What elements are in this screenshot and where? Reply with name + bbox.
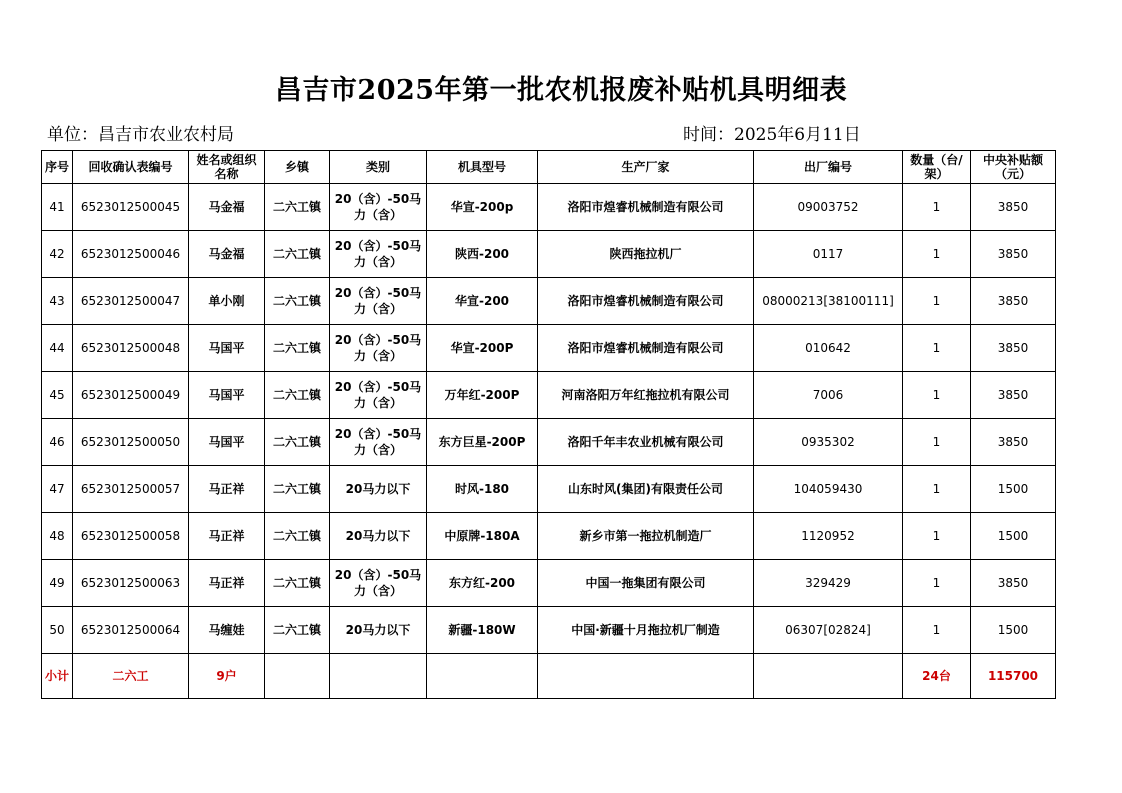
table-row	[42, 419, 1056, 466]
cell-code: 6523012500048	[73, 325, 189, 372]
cell-town: 二六工镇	[265, 607, 330, 654]
cell-code: 6523012500050	[73, 419, 189, 466]
cell-qty: 1	[903, 419, 971, 466]
cell-name: 马金福	[189, 184, 265, 231]
cell-town: 二六工镇	[265, 372, 330, 419]
cell-model: 华宣-200P	[427, 325, 538, 372]
cell-qty: 1	[903, 231, 971, 278]
cell-qty: 1	[903, 278, 971, 325]
cell-amount: 3850	[971, 419, 1056, 466]
cell-no: 45	[42, 372, 73, 419]
header-code: 回收确认表编号	[73, 151, 189, 184]
cell-maker: 洛阳市煌睿机械制造有限公司	[538, 325, 754, 372]
cell-maker: 中国一拖集团有限公司	[538, 560, 754, 607]
header-amount: 中央补贴额（元）	[971, 151, 1056, 184]
table-row	[42, 325, 1056, 372]
cell-maker: 陕西拖拉机厂	[538, 231, 754, 278]
cell-amount: 3850	[971, 325, 1056, 372]
table-row	[42, 513, 1056, 560]
table-row	[42, 466, 1056, 513]
subtotal-town: 二六工	[73, 654, 189, 699]
header-serial: 出厂编号	[754, 151, 903, 184]
subtotal-empty	[754, 654, 903, 699]
table-header-row	[42, 151, 1056, 184]
cell-town: 二六工镇	[265, 560, 330, 607]
subtotal-qty: 24台	[903, 654, 971, 699]
cell-category: 20（含）-50马力（含）	[330, 231, 427, 278]
cell-code: 6523012500047	[73, 278, 189, 325]
cell-name: 马金福	[189, 231, 265, 278]
cell-name: 单小刚	[189, 278, 265, 325]
cell-no: 47	[42, 466, 73, 513]
cell-code: 6523012500049	[73, 372, 189, 419]
cell-serial: 08000213[38100111]	[754, 278, 903, 325]
cell-name: 马国平	[189, 325, 265, 372]
cell-name: 马正祥	[189, 513, 265, 560]
page-title: 昌吉市2025年第一批农机报废补贴机具明细表	[274, 75, 848, 106]
cell-amount: 3850	[971, 184, 1056, 231]
header-no: 序号	[42, 151, 73, 184]
cell-town: 二六工镇	[265, 184, 330, 231]
cell-qty: 1	[903, 325, 971, 372]
table-row	[42, 278, 1056, 325]
cell-amount: 1500	[971, 466, 1056, 513]
table-row	[42, 372, 1056, 419]
cell-serial: 010642	[754, 325, 903, 372]
date-label: 时间：2025年6月11日	[683, 125, 861, 145]
cell-serial: 7006	[754, 372, 903, 419]
cell-model: 万年红-200P	[427, 372, 538, 419]
header-qty: 数量（台/架）	[903, 151, 971, 184]
subtotal-empty	[427, 654, 538, 699]
cell-serial: 06307[02824]	[754, 607, 903, 654]
cell-code: 6523012500057	[73, 466, 189, 513]
cell-town: 二六工镇	[265, 466, 330, 513]
header-model: 机具型号	[427, 151, 538, 184]
cell-no: 42	[42, 231, 73, 278]
cell-model: 华宣-200p	[427, 184, 538, 231]
cell-amount: 3850	[971, 372, 1056, 419]
subsidy-table	[41, 150, 1056, 699]
cell-serial: 0117	[754, 231, 903, 278]
subtotal-households: 9户	[189, 654, 265, 699]
header-category: 类别	[330, 151, 427, 184]
header-town: 乡镇	[265, 151, 330, 184]
cell-code: 6523012500058	[73, 513, 189, 560]
cell-town: 二六工镇	[265, 278, 330, 325]
cell-name: 马国平	[189, 419, 265, 466]
subtotal-amount: 115700	[971, 654, 1056, 699]
cell-maker: 洛阳市煌睿机械制造有限公司	[538, 278, 754, 325]
unit-label: 单位：昌吉市农业农村局	[47, 125, 234, 145]
cell-amount: 3850	[971, 560, 1056, 607]
cell-name: 马缠娃	[189, 607, 265, 654]
cell-maker: 洛阳市煌睿机械制造有限公司	[538, 184, 754, 231]
cell-maker: 河南洛阳万年红拖拉机有限公司	[538, 372, 754, 419]
cell-model: 时风-180	[427, 466, 538, 513]
cell-code: 6523012500063	[73, 560, 189, 607]
cell-model: 陕西-200	[427, 231, 538, 278]
cell-town: 二六工镇	[265, 513, 330, 560]
cell-qty: 1	[903, 372, 971, 419]
cell-category: 20（含）-50马力（含）	[330, 372, 427, 419]
cell-category: 20马力以下	[330, 466, 427, 513]
cell-category: 20马力以下	[330, 513, 427, 560]
cell-category: 20（含）-50马力（含）	[330, 184, 427, 231]
cell-maker: 山东时风(集团)有限责任公司	[538, 466, 754, 513]
cell-maker: 洛阳千年丰农业机械有限公司	[538, 419, 754, 466]
cell-no: 43	[42, 278, 73, 325]
cell-name: 马正祥	[189, 466, 265, 513]
cell-serial: 0935302	[754, 419, 903, 466]
cell-no: 41	[42, 184, 73, 231]
cell-no: 44	[42, 325, 73, 372]
cell-no: 50	[42, 607, 73, 654]
cell-model: 东方巨星-200P	[427, 419, 538, 466]
cell-category: 20（含）-50马力（含）	[330, 278, 427, 325]
cell-serial: 329429	[754, 560, 903, 607]
cell-qty: 1	[903, 560, 971, 607]
cell-name: 马正祥	[189, 560, 265, 607]
cell-serial: 09003752	[754, 184, 903, 231]
cell-serial: 104059430	[754, 466, 903, 513]
cell-qty: 1	[903, 466, 971, 513]
cell-code: 6523012500064	[73, 607, 189, 654]
cell-no: 46	[42, 419, 73, 466]
cell-category: 20（含）-50马力（含）	[330, 560, 427, 607]
cell-amount: 3850	[971, 231, 1056, 278]
cell-qty: 1	[903, 607, 971, 654]
cell-model: 东方红-200	[427, 560, 538, 607]
cell-maker: 新乡市第一拖拉机制造厂	[538, 513, 754, 560]
cell-category: 20（含）-50马力（含）	[330, 325, 427, 372]
cell-category: 20（含）-50马力（含）	[330, 419, 427, 466]
cell-qty: 1	[903, 184, 971, 231]
cell-serial: 1120952	[754, 513, 903, 560]
cell-town: 二六工镇	[265, 231, 330, 278]
subtotal-empty	[330, 654, 427, 699]
cell-amount: 1500	[971, 607, 1056, 654]
table-row	[42, 184, 1056, 231]
subtotal-empty	[538, 654, 754, 699]
cell-code: 6523012500046	[73, 231, 189, 278]
cell-model: 华宣-200	[427, 278, 538, 325]
header-name: 姓名或组织名称	[189, 151, 265, 184]
cell-town: 二六工镇	[265, 325, 330, 372]
cell-model: 新疆-180W	[427, 607, 538, 654]
table-row	[42, 607, 1056, 654]
cell-amount: 3850	[971, 278, 1056, 325]
cell-model: 中原牌-180A	[427, 513, 538, 560]
subtotal-empty	[265, 654, 330, 699]
subtotal-row	[42, 654, 1056, 699]
cell-qty: 1	[903, 513, 971, 560]
table-row	[42, 560, 1056, 607]
cell-category: 20马力以下	[330, 607, 427, 654]
cell-name: 马国平	[189, 372, 265, 419]
cell-town: 二六工镇	[265, 419, 330, 466]
cell-no: 49	[42, 560, 73, 607]
cell-maker: 中国·新疆十月拖拉机厂制造	[538, 607, 754, 654]
table-row	[42, 231, 1056, 278]
cell-no: 48	[42, 513, 73, 560]
header-maker: 生产厂家	[538, 151, 754, 184]
cell-code: 6523012500045	[73, 184, 189, 231]
cell-amount: 1500	[971, 513, 1056, 560]
subtotal-label: 小计	[42, 654, 73, 699]
